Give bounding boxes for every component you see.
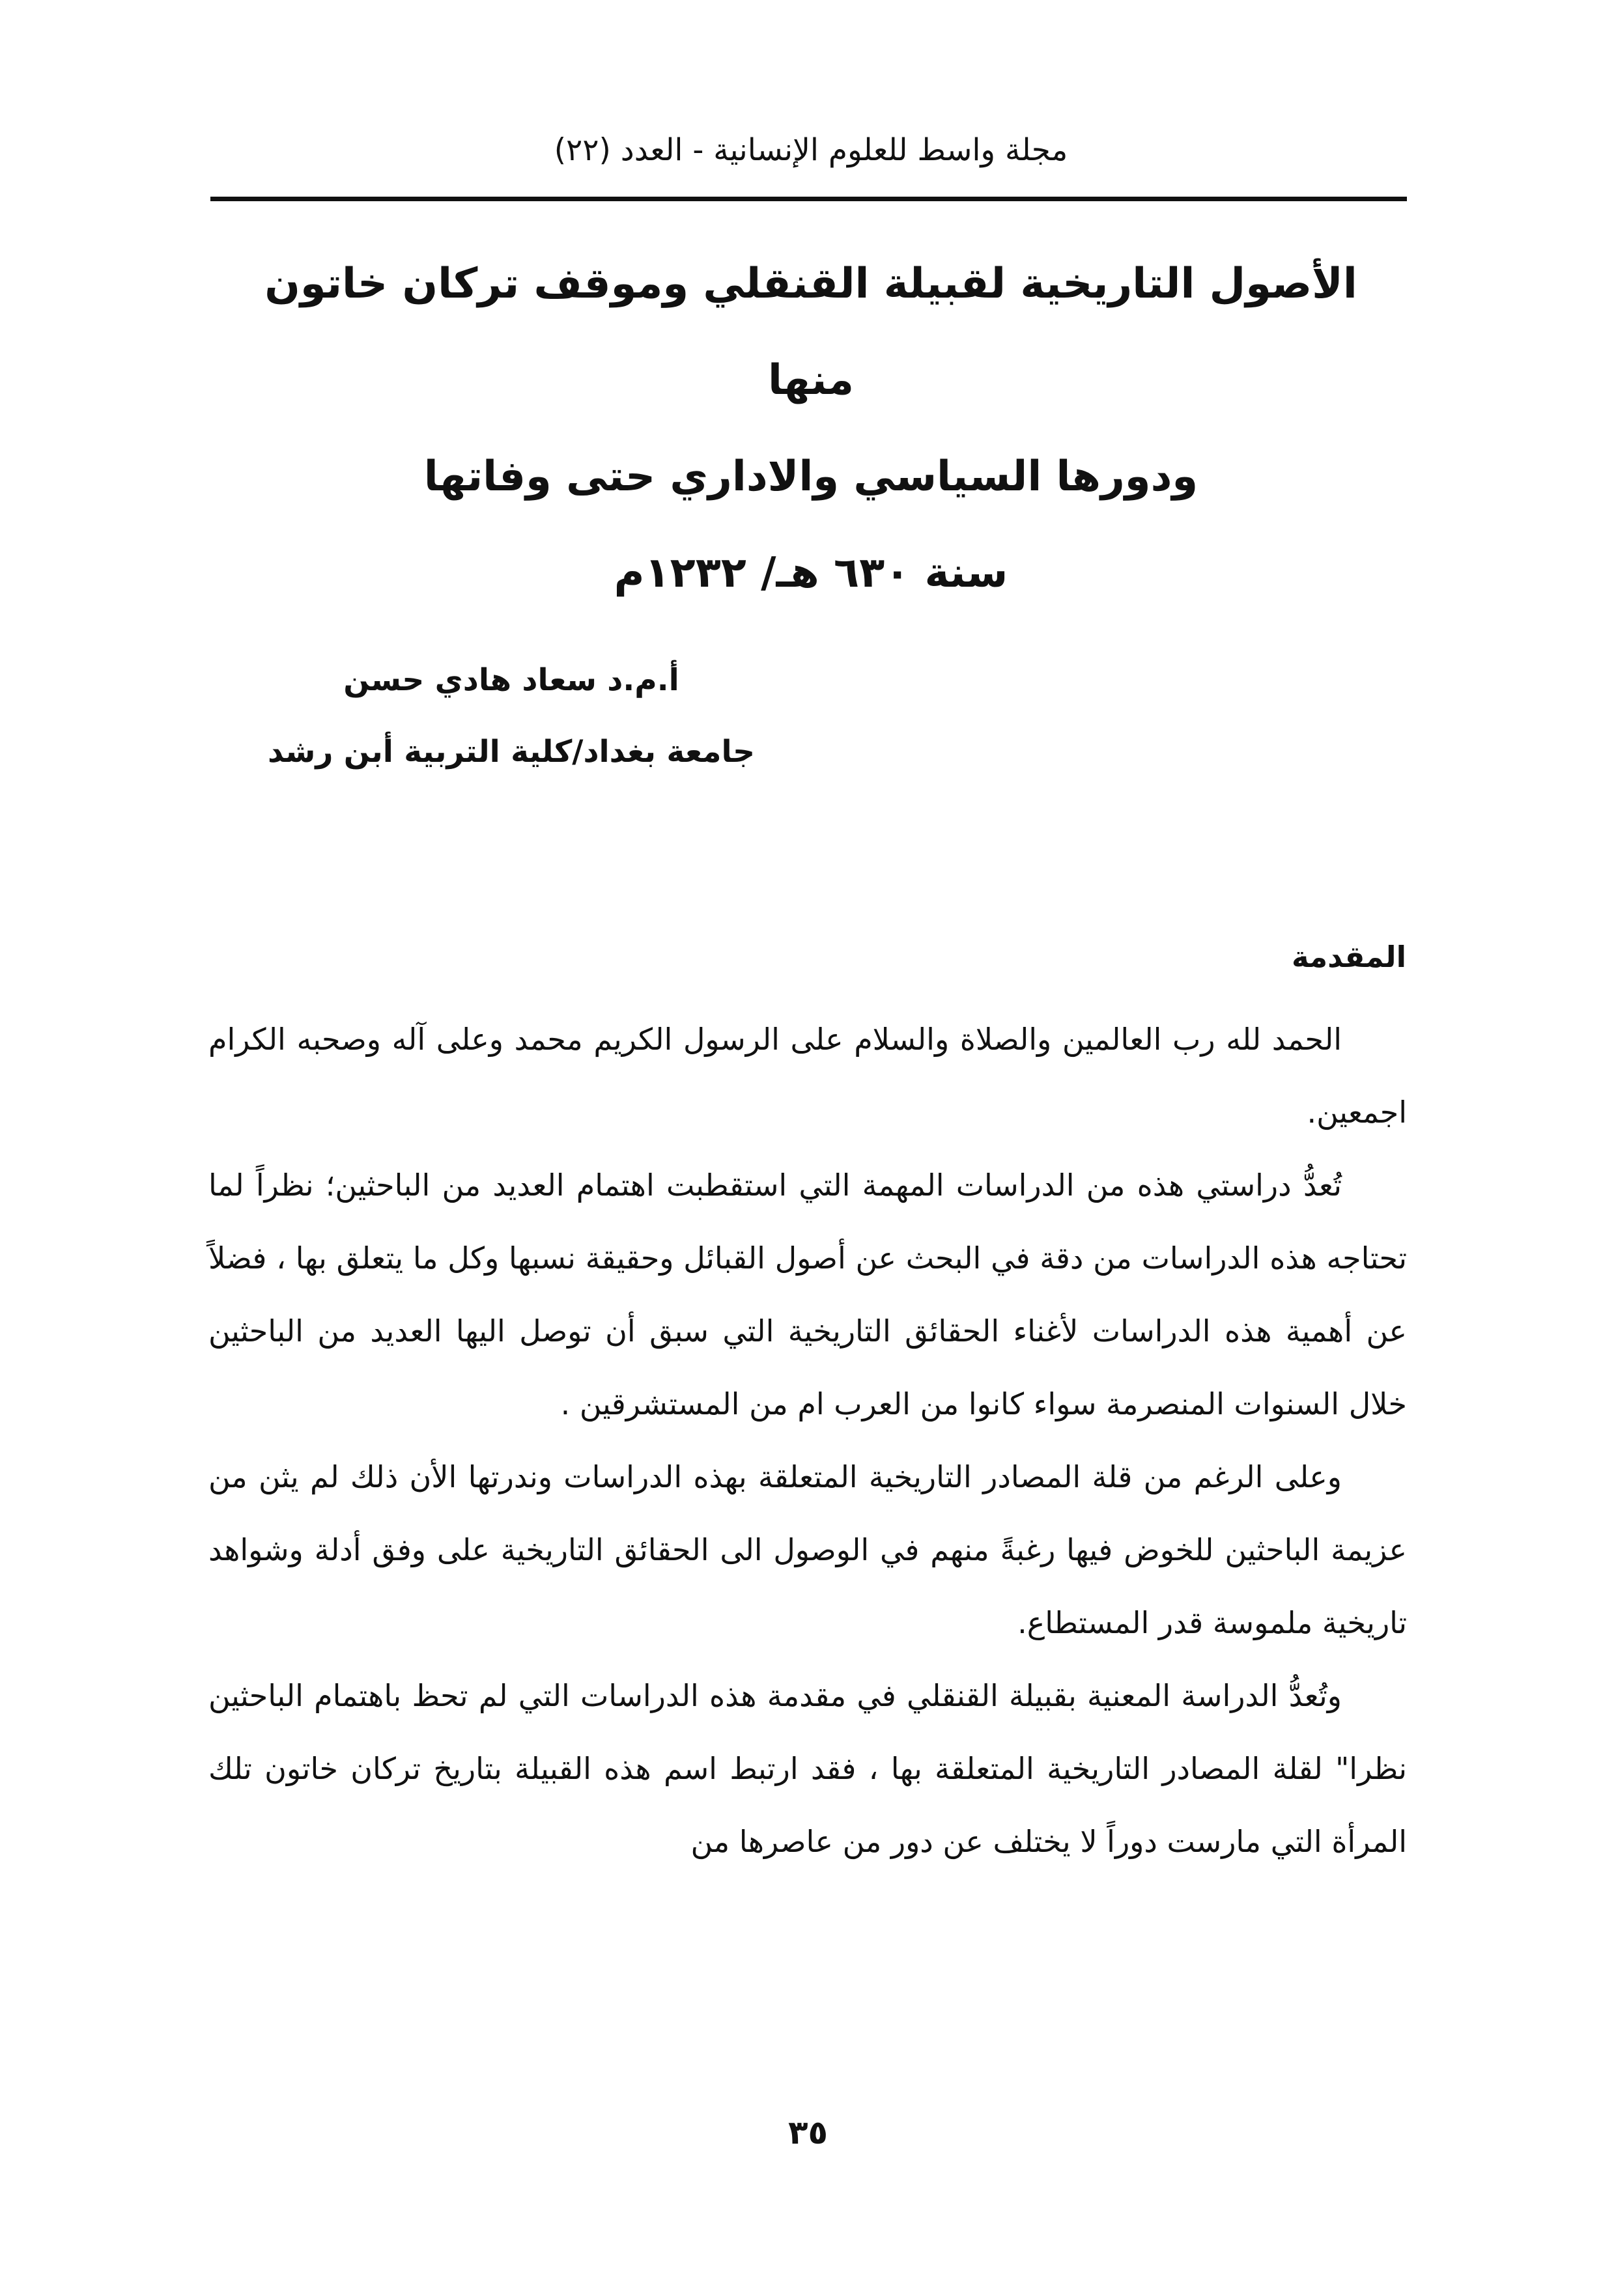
title-line-2: ودورها السياسي والاداري حتى وفاتها	[423, 453, 1198, 501]
author-name: أ.م.د سعاد هادي حسن	[343, 662, 679, 698]
paragraph-1: الحمد لله رب العالمين والصلاة والسلام على الرسول الكريم محمد وعلى آله وصحبه الكرام اجمعين.	[208, 1022, 1407, 1130]
page-number: ٣٥	[787, 2114, 829, 2151]
title-line-3: سنة ٦٣٠ هـ/ ١٢٣٢م	[614, 549, 1008, 597]
paragraph-4: وتُعدُّ الدراسة المعنية بقبيلة القنقلي في مقدمة هذه الدراسات التي لم تحظ باهتمام الباحثين نظرا" لقلة المصادر التاريخية المتعلقة بها ، فقد ارتبط اسم هذه القبيلة بتاريخ تركان خاتون تلك المرأة التي مارست دوراً لا يختلف عن دور من عاصرها من	[208, 1678, 1407, 1859]
section-heading-introduction: المقدمة	[1291, 940, 1406, 974]
article-title	[215, 236, 1407, 621]
journal-running-head: مجلة واسط للعلوم الإنسانية - العدد (٢٢)	[554, 132, 1068, 168]
author-block	[215, 645, 808, 788]
header-rule	[210, 197, 1407, 201]
author-affiliation: جامعة بغداد/كلية التربية أبن رشد	[267, 734, 756, 770]
paragraph-2: تُعدُّ دراستي هذه من الدراسات المهمة التي استقطبت اهتمام العديد من الباحثين؛ نظراً لما تحتاجه هذه الدراسات من دقة في البحث عن أصول القبائل وحقيقة نسبها وكل ما يتعلق بها ، فضلاً عن أهمية هذه الدراسات لأغناء الحقائق التاريخية التي سبق أن توصل اليها العديد من الباحثين خلال السنوات المنصرمة سواء كانوا من العرب ام من المستشرقين .	[208, 1168, 1407, 1421]
paragraph-3: وعلى الرغم من قلة المصادر التاريخية المتعلقة بهذه الدراسات وندرتها الأن ذلك لم يثن من عزيمة الباحثين للخوض فيها رغبةً منهم في الوصول الى الحقائق التاريخية على وفق أدلة وشواهد تاريخية ملموسة قدر المستطاع.	[208, 1459, 1407, 1640]
introduction-body	[208, 1003, 1407, 1878]
title-line-1: الأصول التاريخية لقبيلة القنقلي وموقف تركان خاتون منها	[264, 260, 1357, 404]
